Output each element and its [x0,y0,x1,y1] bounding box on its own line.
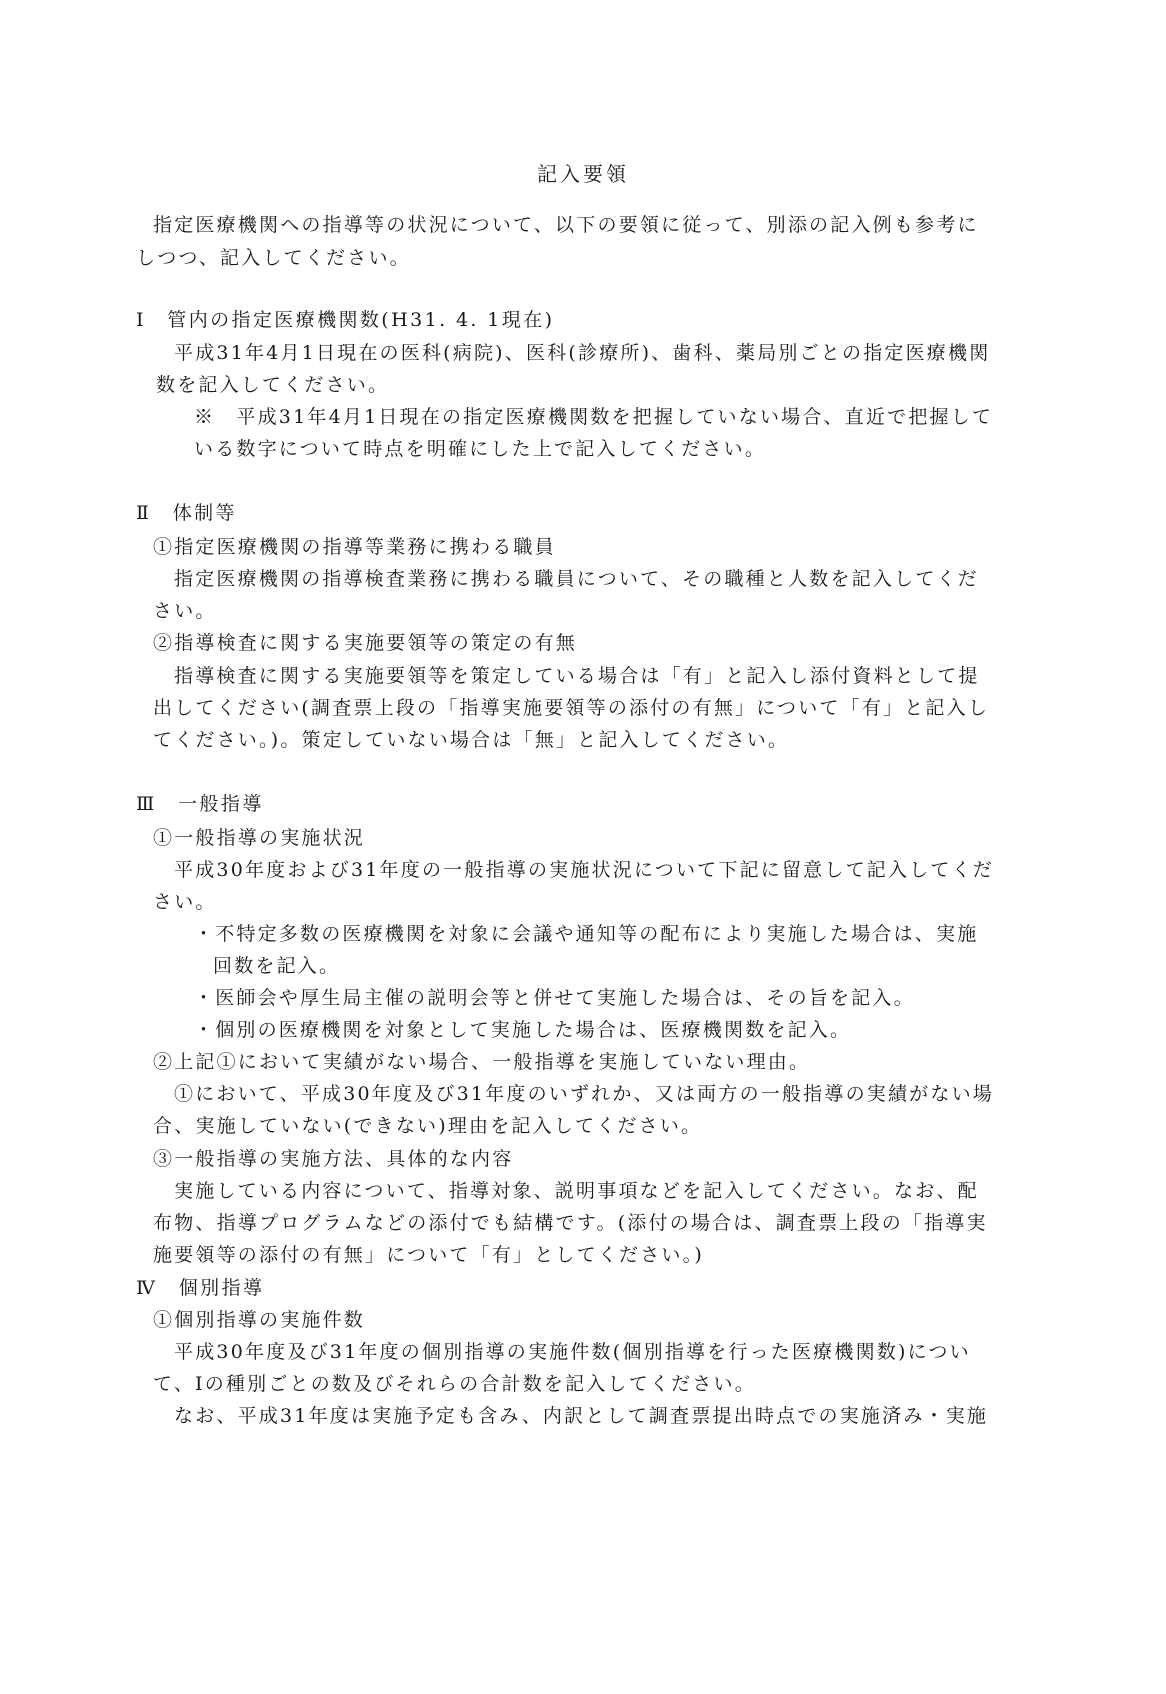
section-3-item-3-body-line: 実施している内容について、指導対象、説明事項などを記入してください。なお、配 [174,1180,979,1202]
section-1-body-line: 平成31年4月1日現在の医科(病院)、医科(診療所)、歯科、薬局別ごとの指定医療機関 [174,342,991,364]
section-3-item-3-body-line: 布物、指導プログラムなどの添付でも結構です。(添付の場合は、調査票上段の「指導実 [153,1212,988,1234]
section-1-note-line: いる数字について時点を明確にした上で記入してください。 [194,438,767,460]
section-3-item-1-title: ①一般指導の実施状況 [153,827,366,849]
section-4-item-1-body-line: なお、平成31年度は実施予定も含み、内訳として調査票提出時点での実施済み・実施 [174,1405,989,1427]
section-3-heading: Ⅲ 一般指導 [136,793,264,815]
intro-line: しつつ、記入してください。 [136,247,411,269]
section-3-item-2-body-line: ①において、平成30年度及び31年度のいずれか、又は両方の一般指導の実績がない場 [174,1083,994,1105]
section-1-body-line: 数を記入してください。 [156,374,390,396]
document-title: 記入要領 [537,162,629,186]
section-3-item-3-body-line: 施要領等の添付の有無」について「有」としてください。) [153,1244,704,1266]
section-3-item-3-title: ③一般指導の実施方法、具体的な内容 [153,1148,514,1170]
section-4-item-1-title: ①個別指導の実施件数 [153,1309,366,1331]
section-4-heading: Ⅳ 個別指導 [136,1277,265,1299]
section-2-heading: Ⅱ 体制等 [136,502,237,524]
section-2-item-1-body-line: 指定医療機関の指導検査業務に携わる職員について、その職種と人数を記入してくだ [174,568,979,590]
section-3-bullet: ・医師会や厚生局主催の説明会等と併せて実施した場合は、その旨を記入。 [194,987,915,1009]
section-2-item-2-body-line: 出してください(調査票上段の「指導実施要領等の添付の有無」について「有」と記入し [153,697,990,719]
section-3-item-1-body-line: さい。 [153,891,217,913]
section-2-item-1-body-line: さい。 [153,600,217,622]
section-3-bullet: ・不特定多数の医療機関を対象に会議や通知等の配布により実施した場合は、実施 [194,923,979,945]
section-2-item-2-title: ②指導検査に関する実施要領等の策定の有無 [153,632,578,654]
section-3-item-2-body-line: 合、実施していない(できない)理由を記入してください。 [153,1115,703,1137]
section-3-item-2-title: ②上記①において実績がない場合、一般指導を実施していない理由。 [153,1051,811,1073]
section-3-bullet: ・個別の医療機関を対象として実施した場合は、医療機関数を記入。 [194,1019,852,1041]
section-2-item-1-title: ①指定医療機関の指導等業務に携わる職員 [153,536,556,558]
section-4-item-1-body-line: て、Ⅰの種別ごとの数及びそれらの合計数を記入してください。 [153,1373,756,1395]
section-2-item-2-body-line: てください。)。策定していない場合は「無」と記入してください。 [153,729,790,751]
section-1-heading: Ⅰ 管内の指定医療機関数(H31. 4. 1現在) [136,309,555,331]
section-3-bullet-continuation: 回数を記入。 [213,955,341,977]
section-4-item-1-body-line: 平成30年度及び31年度の個別指導の実施件数(個別指導を行った医療機関数)につい [174,1341,971,1363]
section-2-item-2-body-line: 指導検査に関する実施要領等を策定している場合は「有」と記入し添付資料として提 [174,665,980,687]
section-1-note-line: ※ 平成31年4月1日現在の指定医療機関数を把握していない場合、直近で把握して [194,406,994,428]
section-3-item-1-body-line: 平成30年度および31年度の一般指導の実施状況について下記に留意して記入してくだ [174,859,994,881]
intro-line: 指定医療機関への指導等の状況について、以下の要領に従って、別添の記入例も参考に [153,214,979,236]
